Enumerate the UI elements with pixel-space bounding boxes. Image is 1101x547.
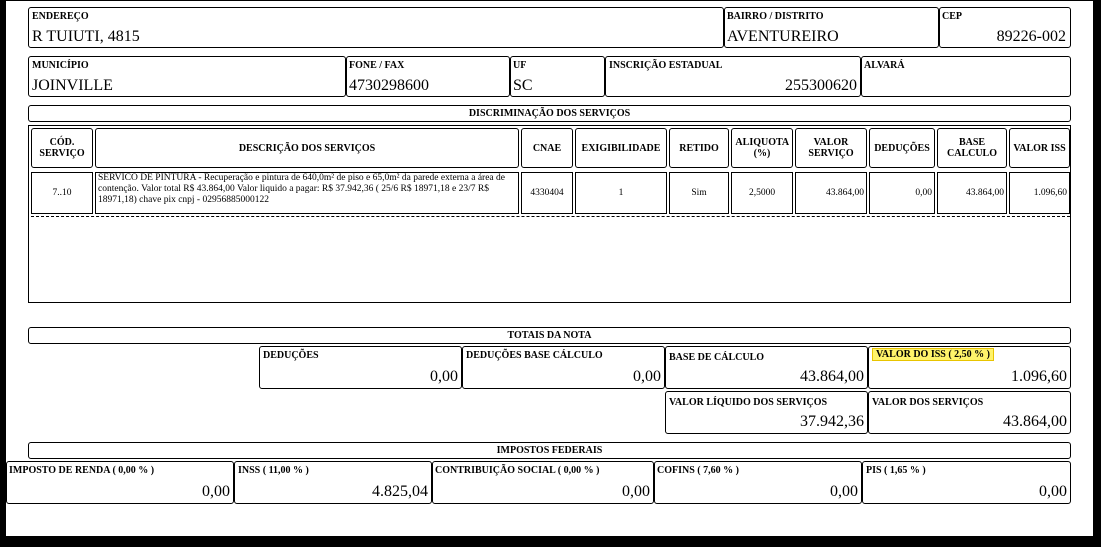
pis-value: 0,00 xyxy=(1039,483,1067,500)
bairro-value: AVENTUREIRO xyxy=(727,28,839,45)
row-exigibilidade: 1 xyxy=(575,172,667,214)
deducoes-base-value: 0,00 xyxy=(633,368,661,385)
col-base-calculo: BASE CALCULO xyxy=(937,128,1007,168)
col-valor-servico: VALOR SERVIÇO xyxy=(795,128,867,168)
servicos-title-box xyxy=(28,105,1071,122)
base-value: 43.864,00 xyxy=(800,368,864,385)
base-box xyxy=(665,346,868,389)
endereco-box xyxy=(28,7,724,48)
impostos-title-box xyxy=(28,442,1071,459)
uf-label: UF xyxy=(513,60,527,71)
deducoes-value: 0,00 xyxy=(430,368,458,385)
cofins-box xyxy=(654,461,862,504)
row-descricao: SERVICO DE PINTURA - Recuperação e pintura de 640,0m² de piso e 65,0m² da parede externa a área de contenção. Valor total R$ 43.864,00 Valor liquido a pagar: R$ 37.942,36 ( 25/6 R$ 18971,18 e 23/7 R$ 18971,18) chave pix cnpj - 02956885000122 xyxy=(95,172,519,214)
cs-box xyxy=(432,461,654,504)
col-cnae: CNAE xyxy=(521,128,573,168)
municipio-box xyxy=(28,56,346,97)
fone-label: FONE / FAX xyxy=(349,60,405,71)
liquido-label: VALOR LÍQUIDO DOS SERVIÇOS xyxy=(669,397,828,408)
cep-value: 89226-002 xyxy=(996,28,1066,45)
servicos-title: DISCRIMINAÇÃO DOS SERVIÇOS xyxy=(468,108,631,119)
col-deducoes: DEDUÇÕES xyxy=(869,128,935,168)
row-deducoes: 0,00 xyxy=(869,172,935,214)
invoice-page xyxy=(6,1,1093,536)
row-valor-iss: 1.096,60 xyxy=(1009,172,1070,214)
servicos-total-value: 43.864,00 xyxy=(1003,413,1067,430)
fone-box xyxy=(346,56,510,97)
iss-box xyxy=(868,346,1071,389)
uf-value: SC xyxy=(513,77,533,94)
servicos-total-label: VALOR DOS SERVIÇOS xyxy=(872,397,984,408)
deducoes-label: DEDUÇÕES xyxy=(263,350,319,361)
cep-box xyxy=(939,7,1071,48)
uf-box xyxy=(510,56,605,97)
col-valor-iss: VALOR ISS xyxy=(1009,128,1070,168)
impostos-title: IMPOSTOS FEDERAIS xyxy=(496,445,603,456)
col-codigo: CÓD. SERVIÇO xyxy=(31,128,93,168)
cofins-value: 0,00 xyxy=(830,483,858,500)
inscricao-box xyxy=(605,56,861,97)
col-aliquota: ALIQUOTA (%) xyxy=(731,128,793,168)
endereco-value: R TUIUTI, 4815 xyxy=(32,28,140,45)
ir-value: 0,00 xyxy=(202,483,230,500)
row-divider xyxy=(31,216,1070,217)
deducoes-base-box xyxy=(462,346,665,389)
municipio-value: JOINVILLE xyxy=(32,77,113,94)
inss-label: INSS ( 11,00 % ) xyxy=(238,465,309,476)
bairro-label: BAIRRO / DISTRITO xyxy=(727,11,824,22)
col-descricao: DESCRIÇÃO DOS SERVIÇOS xyxy=(95,128,519,168)
inscricao-value: 255300620 xyxy=(785,77,857,94)
cs-value: 0,00 xyxy=(622,483,650,500)
row-aliquota: 2,5000 xyxy=(731,172,793,214)
inscricao-label: INSCRIÇÃO ESTADUAL xyxy=(609,60,723,71)
endereco-label: ENDEREÇO xyxy=(32,11,89,22)
row-cnae: 4330404 xyxy=(521,172,573,214)
deducoes-base-label: DEDUÇÕES BASE CÁLCULO xyxy=(466,350,603,361)
row-valor-servico: 43.864,00 xyxy=(795,172,867,214)
ir-label: IMPOSTO DE RENDA ( 0,00 % ) xyxy=(9,465,155,476)
inss-box xyxy=(234,461,432,504)
inss-value: 4.825,04 xyxy=(372,483,428,500)
alvara-box xyxy=(861,56,1071,97)
iss-label: VALOR DO ISS ( 2,50 % ) xyxy=(872,348,994,361)
pis-box xyxy=(862,461,1071,504)
cofins-label: COFINS ( 7,60 % ) xyxy=(657,465,739,476)
row-codigo: 7..10 xyxy=(31,172,93,214)
base-label: BASE DE CÁLCULO xyxy=(669,352,765,363)
ir-box xyxy=(6,461,234,504)
bairro-box xyxy=(724,7,939,48)
row-base-calculo: 43.864,00 xyxy=(937,172,1007,214)
cs-label: CONTRIBUIÇÃO SOCIAL ( 0,00 % ) xyxy=(435,465,600,476)
fone-value: 4730298600 xyxy=(349,77,429,94)
servicos-area xyxy=(28,125,1071,303)
row-retido: Sim xyxy=(669,172,729,214)
servicos-total-box xyxy=(868,391,1071,434)
liquido-value: 37.942,36 xyxy=(800,413,864,430)
cep-label: CEP xyxy=(942,11,962,22)
liquido-box xyxy=(665,391,868,434)
pis-label: PIS ( 1,65 % ) xyxy=(866,465,926,476)
deducoes-box xyxy=(259,346,462,389)
municipio-label: MUNICÍPIO xyxy=(32,60,89,71)
totais-title-box xyxy=(28,327,1071,344)
col-exigibilidade: EXIGIBILIDADE xyxy=(575,128,667,168)
totais-title: TOTAIS DA NOTA xyxy=(507,330,592,341)
col-retido: RETIDO xyxy=(669,128,729,168)
iss-value: 1.096,60 xyxy=(1011,368,1067,385)
alvara-label: ALVARÁ xyxy=(864,60,905,71)
